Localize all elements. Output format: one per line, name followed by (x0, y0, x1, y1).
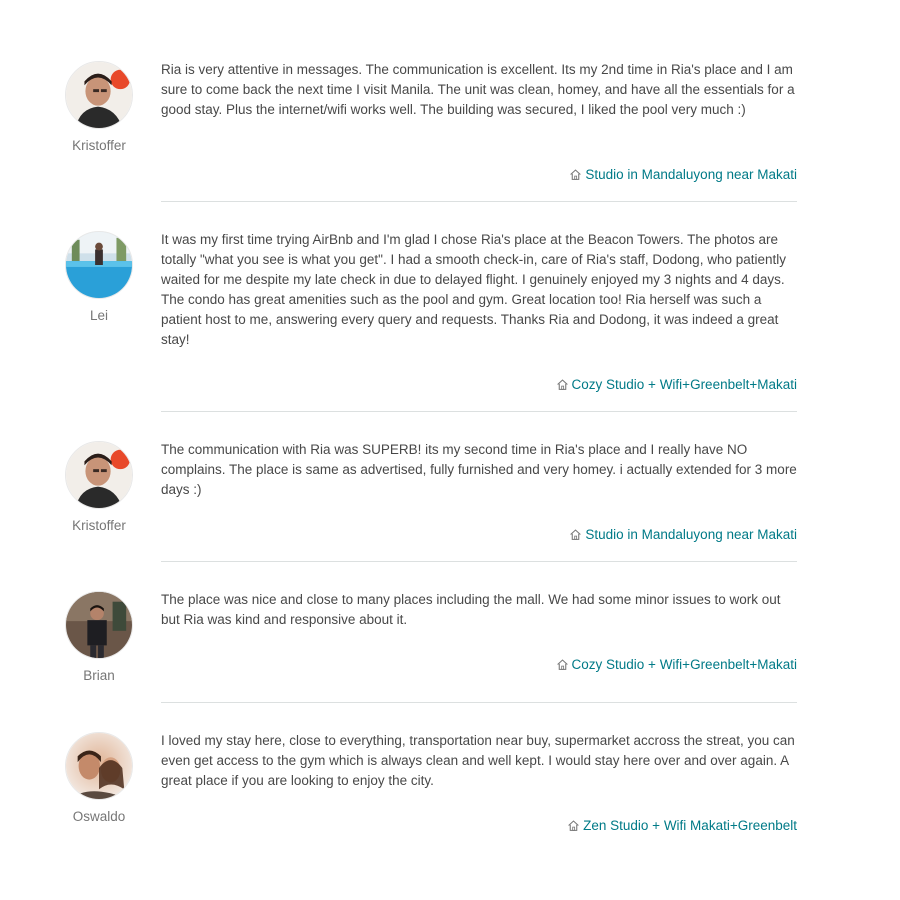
author-name: Lei (89, 308, 108, 323)
author-name: Brian (83, 668, 115, 683)
avatar[interactable] (65, 231, 133, 299)
review-text: The place was nice and close to many places including the mall. We had some minor issues to work out but Ria was kind and responsive about it. (161, 592, 781, 627)
listing-name[interactable]: Studio in Mandaluyong near Makati (585, 527, 797, 542)
home-icon (567, 819, 580, 832)
listing-name[interactable]: Studio in Mandaluyong near Makati (585, 167, 797, 182)
review-text: The communication with Ria was SUPERB! its my second time in Ria's place and I really have NO complains. The place is same as advertised, fully furnished and very homey. i actually extended for 3 more days :) (161, 442, 797, 497)
review-text: Ria is very attentive in messages. The communication is excellent. Its my 2nd time in Ria's place and I am sure to come back the next time I visit Manila. The unit was clean, homey, and have all the essentials for a good stay. Plus the internet/wifi works well. The building was secured, I liked the pool very much :) (161, 62, 795, 117)
listing-link[interactable] (556, 657, 797, 672)
review-author (62, 231, 136, 323)
listing-name[interactable]: Zen Studio + Wifi Makati+Greenbelt (583, 818, 797, 833)
home-icon (569, 528, 582, 541)
avatar[interactable] (65, 732, 133, 800)
author-name: Kristoffer (72, 518, 126, 533)
review-text: I loved my stay here, close to everything, transportation near buy, supermarket accross the streat, you can even get access to the gym which is always clean and well kept. I would stay here over and over again. A great place if you are looking to enjoy the city. (161, 733, 795, 788)
listing-link[interactable] (569, 167, 797, 182)
home-icon (556, 378, 569, 391)
avatar[interactable] (65, 61, 133, 129)
divider (161, 702, 797, 703)
author-name: Oswaldo (72, 809, 126, 824)
avatar-photo (66, 62, 132, 128)
review-text: It was my first time trying AirBnb and I'm glad I chose Ria's place at the Beacon Towers. The photos are totally "what you see is what you get". I had a smooth check-in, care of Ria's staff, Dodong, who patiently waited for me despite my late check in due to delayed flight. I genuinely enjoyed my 3 nights and 4 days. The condo has great amenities such as the pool and gym. Great location too! Ria herself was such a patient host to me, answering every query and requests. Thanks Ria and Dodong, it was indeed a great stay! (161, 232, 786, 347)
listing-link[interactable] (567, 818, 797, 833)
divider (161, 561, 797, 562)
avatar-photo (66, 733, 132, 799)
review-author (62, 732, 136, 824)
avatar[interactable] (65, 591, 133, 659)
listing-link[interactable] (556, 377, 797, 392)
review-author (62, 441, 136, 533)
divider (161, 201, 797, 202)
listing-name[interactable]: Cozy Studio + Wifi+Greenbelt+Makati (571, 657, 797, 672)
avatar[interactable] (65, 441, 133, 509)
avatar-photo (66, 442, 132, 508)
review-author (62, 61, 136, 153)
home-icon (556, 658, 569, 671)
listing-link[interactable] (569, 527, 797, 542)
review-author (62, 591, 136, 683)
listing-name[interactable]: Cozy Studio + Wifi+Greenbelt+Makati (571, 377, 797, 392)
home-icon (569, 168, 582, 181)
avatar-photo (66, 592, 132, 658)
avatar-photo (66, 232, 132, 298)
divider (161, 411, 797, 412)
author-name: Kristoffer (72, 138, 126, 153)
